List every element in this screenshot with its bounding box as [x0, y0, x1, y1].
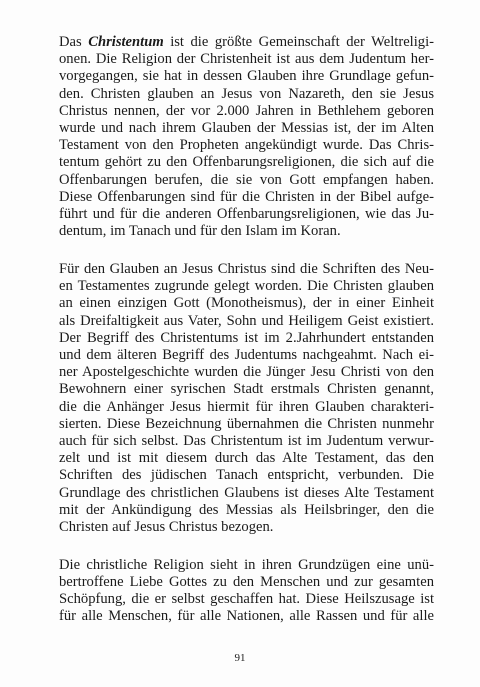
- text-line: bertroffene Liebe Gottes zu den Menschen und zur gesamten: [59, 573, 434, 590]
- text-line: und dem älteren Begriff des Judentums nachgeahmt. Nach ei-: [59, 346, 434, 363]
- text-line: Grundlage des christlichen Glaubens ist dieses Alte Testament: [59, 484, 434, 501]
- text-line: für alle Menschen, für alle Nationen, alle Rassen und für alle: [59, 608, 434, 625]
- text-line: en Testamentes zugrunde gelegt worden. Die Christen glauben: [59, 278, 434, 295]
- text-line: Christen auf Jesus Christus bezogen.: [59, 518, 274, 535]
- emphasized-term: Christentum: [88, 34, 164, 50]
- text-fragment: ist die größte Gemeinschaft der Weltreligi-: [163, 34, 434, 50]
- text-line: Schriften des jüdischen Tanach entspricht, verbunden. Die: [59, 467, 434, 484]
- text-line: onen. Die Religion der Christenheit ist aus dem Judentum her-: [59, 51, 434, 68]
- text-line: sierten. Diese Bezeichnung übernahmen die Christen nunmehr: [59, 415, 434, 432]
- text-line: Die christliche Religion sieht in ihren Grundzügen eine unü-: [59, 556, 434, 573]
- text-fragment: Das: [59, 34, 89, 50]
- page-number: 91: [234, 652, 246, 664]
- text-line: Diese Offenbarungen sind für die Christen in der Bibel aufge-: [59, 188, 434, 205]
- text-line: tentum gehört zu den Offenbarungsreligionen, die sich auf die: [59, 154, 434, 171]
- text-line: auch für sich selbst. Das Christentum ist im Judentum verwur-: [59, 432, 434, 449]
- text-line: ner Apostelgeschichte wurden die Jünger Jesu Christi von den: [59, 364, 434, 381]
- text-line: Testament von den Propheten angekündigt wurde. Das Chris-: [59, 137, 434, 154]
- text-line: Bewohnern einer syrischen Stadt erstmals Christen genannt,: [59, 381, 434, 398]
- text-line: den. Christen glauben an Jesus von Nazareth, den sie Jesus: [59, 85, 434, 102]
- text-line: zelt und ist mit diesem durch das Alte Testament, das den: [59, 450, 434, 467]
- text-line: wurde und nach ihrem Glauben der Messias ist, der im Alten: [59, 120, 434, 136]
- text-line: Der Begriff des Christentums ist im 2.Jahrhundert entstanden: [59, 329, 434, 346]
- text-line: mit der Ankündigung des Messias als Heilsbringer, den die: [59, 501, 434, 518]
- text-line: Christus nennen, der vor 2.000 Jahren in Bethlehem geboren: [59, 102, 434, 119]
- text-line: die die Anhänger Jesus hiermit für ihren Glauben charakteri-: [59, 398, 434, 415]
- text-line: als Dreifaltigkeit aus Vater, Sohn und Heiligem Geist existiert.: [59, 312, 434, 329]
- text-line: an einen einzigen Gott (Monotheismus), der in einer Einheit: [59, 295, 434, 312]
- text-line: Offenbarungen berufen, die sie von Gott empfangen haben.: [59, 171, 434, 188]
- text-line: vorgegangen, sie hat in dessen Glauben ihre Grundlage gefun-: [59, 68, 434, 85]
- text-line: führt und für die anderen Offenbarungsreligionen, wie das Ju-: [59, 206, 434, 222]
- text-line: Für den Glauben an Jesus Christus sind die Schriften des Neu-: [59, 260, 434, 277]
- text-line: dentum, im Tanach und für den Islam im Koran.: [59, 223, 341, 240]
- text-line: Schöpfung, die er selbst geschaffen hat. Diese Heilszusage ist: [59, 591, 434, 607]
- text-line: [59, 34, 434, 51]
